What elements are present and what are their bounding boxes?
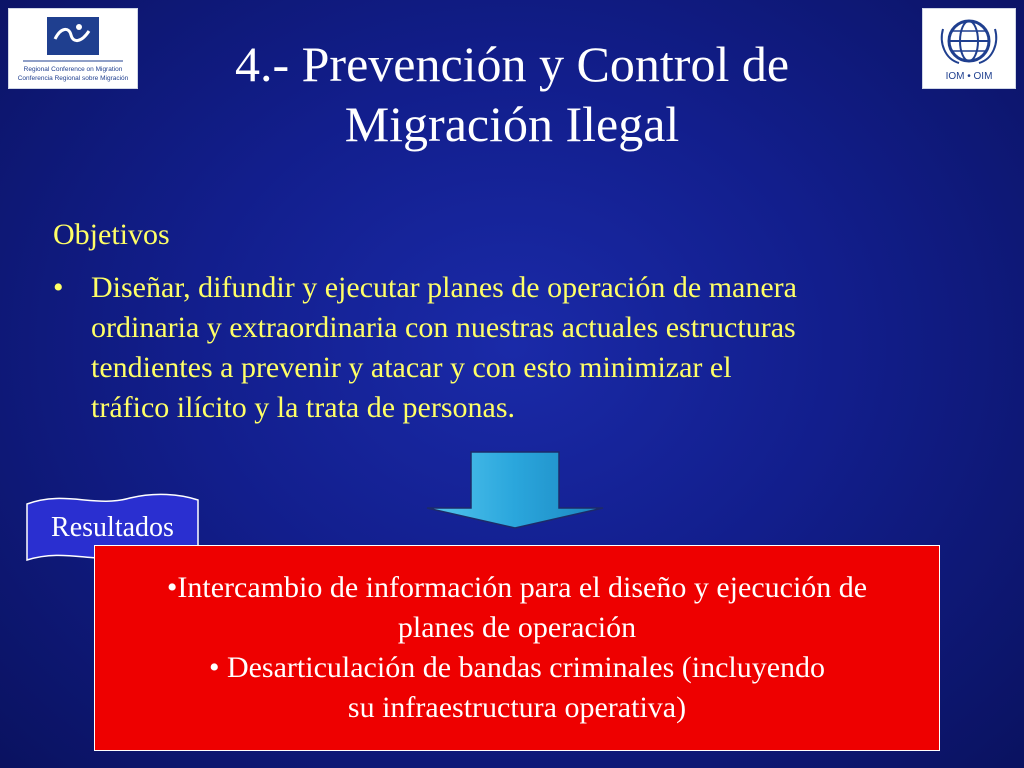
down-arrow-icon xyxy=(425,450,605,530)
slide-title-line1: 4.- Prevención y Control de xyxy=(234,36,790,92)
objective-line: tráfico ilícito y la trata de personas. xyxy=(91,391,515,424)
rcm-logo-line2: Conferencia Regional sobre Migración xyxy=(17,75,129,82)
slide-title-line2: Migración Ilegal xyxy=(344,96,680,152)
iom-logo xyxy=(922,8,1016,89)
objective-line: Diseñar, difundir y ejecutar planes de operación de manera xyxy=(91,271,797,304)
bullet-dot: • xyxy=(53,271,64,304)
rcm-logo xyxy=(8,8,138,89)
results-line: • Desarticulación de bandas criminales (incluyendo xyxy=(208,651,826,684)
results-box xyxy=(94,545,940,751)
rcm-logo-line1: Regional Conference on Migration xyxy=(23,66,123,73)
objective-line: tendientes a prevenir y atacar y con esto minimizar el xyxy=(91,351,732,384)
rcm-logo-emblem-icon xyxy=(9,9,137,88)
iom-globe-icon xyxy=(923,9,1015,88)
objective-line: ordinaria y extraordinaria con nuestras actuales estructuras xyxy=(91,311,796,344)
results-line: •Intercambio de información para el diseño y ejecución de xyxy=(166,571,868,604)
objective-text xyxy=(91,268,981,428)
results-label: Resultados xyxy=(51,512,174,543)
results-line: su infraestructura operativa) xyxy=(347,691,687,724)
objectives-heading: Objetivos xyxy=(53,218,170,251)
results-line: planes de operación xyxy=(397,611,637,644)
iom-logo-text: IOM • OIM xyxy=(945,71,993,82)
slide-title xyxy=(150,34,874,154)
